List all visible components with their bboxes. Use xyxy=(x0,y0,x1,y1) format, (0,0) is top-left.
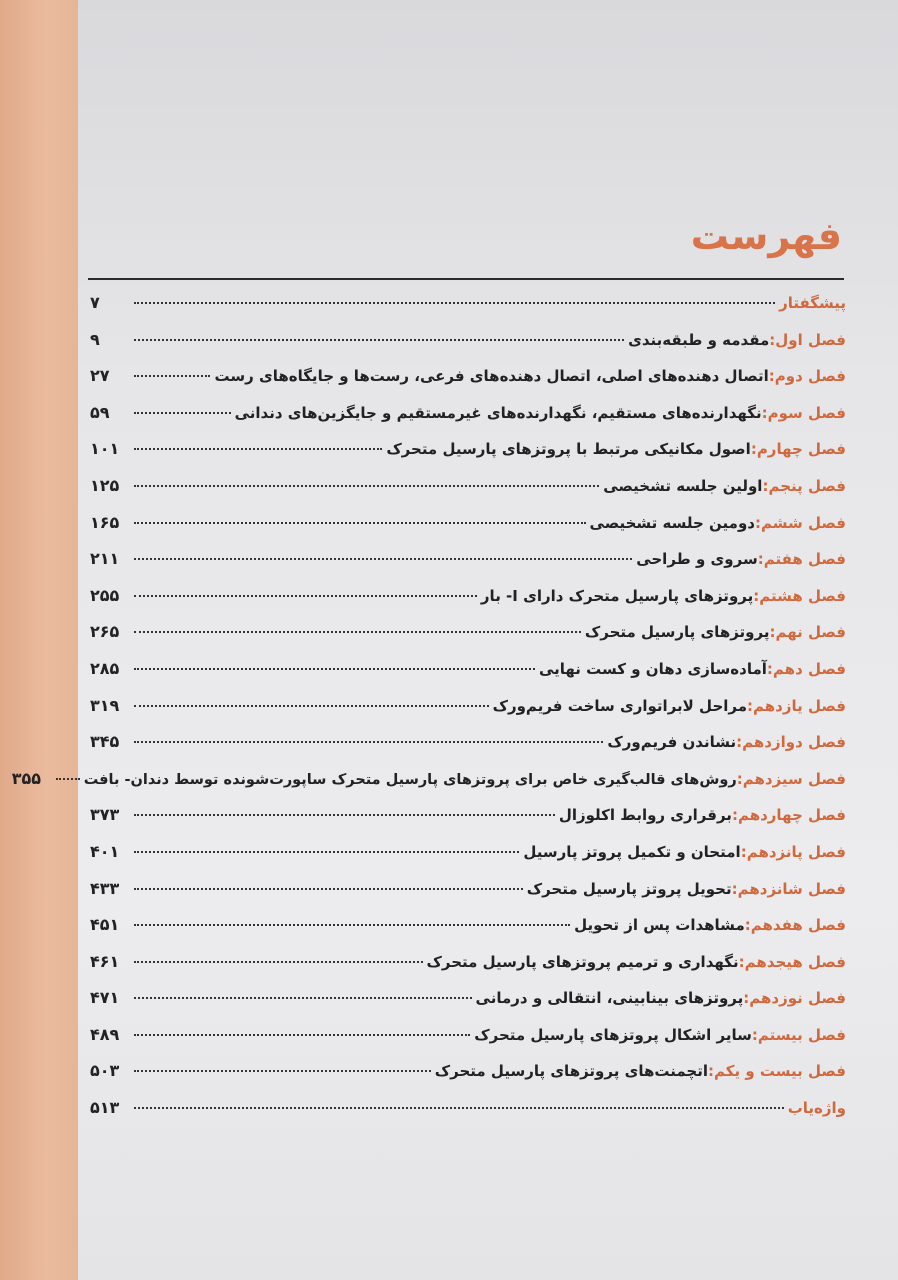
toc-chapter-label: پیشگفتار xyxy=(779,294,846,312)
toc-chapter-label: فصل نوزدهم xyxy=(749,989,846,1008)
toc-chapter-label: فصل دوم xyxy=(774,367,846,386)
toc-title: اتصال دهنده‌های اصلی، اتصال دهنده‌های فرعی، رست‌ها و جایگاه‌های رست xyxy=(214,367,769,386)
toc-dot-leader xyxy=(134,1034,470,1036)
toc-entry xyxy=(90,476,846,513)
toc-title: امتحان و تکمیل پروتز پارسیل xyxy=(523,842,741,861)
toc-dot-leader xyxy=(56,778,80,780)
toc-separator: : xyxy=(744,916,751,935)
toc-entry xyxy=(90,586,846,623)
toc-entry xyxy=(90,1098,846,1135)
toc-dot-leader xyxy=(134,558,632,560)
toc-entry xyxy=(90,659,846,696)
toc-chapter-label: فصل بیستم xyxy=(757,1025,846,1044)
toc-dot-leader xyxy=(134,375,210,377)
toc-page-number: ۴۶۱ xyxy=(90,951,120,971)
toc-title: تحویل پروتز پارسیل متحرک xyxy=(526,879,732,898)
toc-page-number: ۲۷ xyxy=(90,366,110,386)
toc-title: مشاهدات پس از تحویل xyxy=(574,916,745,935)
toc-entry xyxy=(90,952,846,989)
toc-page-number: ۲۵۵ xyxy=(90,585,120,605)
toc-page-number: ۱۲۵ xyxy=(90,475,120,495)
toc-title: پروتزهای پارسیل متحرک xyxy=(584,623,770,642)
toc-entry xyxy=(90,549,846,586)
toc-page-number: ۲۱۱ xyxy=(90,549,120,569)
toc-chapter-label: فصل اول xyxy=(775,330,846,349)
toc-title: برقراری روابط اکلوزال xyxy=(558,806,732,825)
toc-title: پروتزهای بینابینی، انتقالی و درمانی xyxy=(475,989,744,1008)
toc-entry xyxy=(90,622,846,659)
toc-entry xyxy=(11,768,846,806)
toc-separator: : xyxy=(708,1062,714,1081)
toc-separator: : xyxy=(762,476,769,495)
toc-dot-leader xyxy=(134,851,519,853)
toc-entry xyxy=(90,879,846,916)
toc-separator: : xyxy=(731,806,738,825)
toc-entry xyxy=(90,732,846,769)
page-title: فهرست xyxy=(690,214,842,258)
toc-title: اولین جلسه تشخیصی xyxy=(603,476,763,495)
toc-entry xyxy=(90,842,846,879)
toc-chapter-label: فصل بیست و یکم xyxy=(714,1062,846,1081)
toc-chapter-label: فصل هشتم xyxy=(759,586,846,605)
toc-separator: : xyxy=(743,989,750,1008)
toc-dot-leader xyxy=(134,412,231,414)
toc-page-number: ۴۵۱ xyxy=(90,915,120,935)
toc-separator: : xyxy=(761,403,768,422)
toc-chapter-label: فصل پنجم xyxy=(768,476,846,495)
toc-dot-leader xyxy=(134,448,382,450)
toc-dot-leader xyxy=(134,705,489,707)
toc-page-number: ۵۱۳ xyxy=(90,1098,120,1118)
toc-separator: : xyxy=(736,733,743,752)
toc-title: اتچمنت‌های پروتزهای پارسیل متحرک xyxy=(434,1062,708,1081)
toc-page-number: ۱۶۵ xyxy=(90,512,120,532)
toc-separator: : xyxy=(769,623,776,642)
toc-dot-leader xyxy=(134,668,535,670)
toc-dot-leader xyxy=(134,595,477,597)
toc-title: مراحل لابراتواری ساخت فریم‌ورک xyxy=(492,696,748,715)
toc-title: نگهدارنده‌های مستقیم، نگهدارنده‌های غیرمستقیم و جایگزین‌های دندانی xyxy=(234,403,762,422)
toc-entry xyxy=(90,513,846,550)
title-rule xyxy=(88,278,844,280)
toc-entry xyxy=(90,293,846,330)
toc-entry xyxy=(90,403,846,440)
toc-dot-leader xyxy=(134,1107,784,1109)
toc-dot-leader xyxy=(134,741,603,743)
toc-entry xyxy=(90,1061,846,1098)
toc-entry xyxy=(90,915,846,952)
toc-title: روش‌های قالب‌گیری خاص برای پروتزهای پارسیل متحرک ساپورت‌شونده توسط دندان- بافت xyxy=(83,771,737,788)
toc-chapter-label: فصل سوم xyxy=(767,403,846,422)
toc-page-number: ۴۰۱ xyxy=(90,841,120,861)
toc-separator: : xyxy=(738,952,745,971)
toc-chapter-label: فصل هیجدهم xyxy=(744,952,846,971)
toc-separator: : xyxy=(736,769,743,788)
toc-entry xyxy=(90,1025,846,1062)
toc-entry xyxy=(90,330,846,367)
toc-title: نشاندن فریم‌ورک xyxy=(607,733,737,752)
toc-chapter-label: فصل هفتم xyxy=(763,550,846,569)
toc-entry xyxy=(90,439,846,476)
toc-chapter-label: فصل دوازدهم xyxy=(742,733,846,752)
toc-chapter-label: فصل چهارم xyxy=(756,440,846,459)
toc-separator: : xyxy=(769,330,776,349)
toc-separator: : xyxy=(757,550,764,569)
toc-entry xyxy=(90,988,846,1025)
toc-title: اصول مکانیکی مرتبط با پروتزهای پارسیل متحرک xyxy=(386,440,751,459)
toc-page-number: ۷ xyxy=(90,293,100,312)
toc-page-number: ۲۸۵ xyxy=(90,658,120,678)
toc-separator: : xyxy=(731,879,738,898)
toc-separator: : xyxy=(766,659,773,678)
toc-chapter-label: فصل شانزدهم xyxy=(737,879,846,898)
toc-dot-leader xyxy=(134,1070,431,1072)
toc-page-number: ۴۸۹ xyxy=(90,1024,120,1044)
toc-title: آماده‌سازی دهان و کست نهایی xyxy=(538,659,767,678)
toc-page-number: ۳۱۹ xyxy=(90,695,120,715)
toc-dot-leader xyxy=(134,888,523,890)
toc-entry xyxy=(90,805,846,842)
toc-title: نگهداری و ترمیم پروتزهای پارسیل متحرک xyxy=(426,952,739,971)
toc-title: دومین جلسه تشخیصی xyxy=(589,513,755,532)
toc-dot-leader xyxy=(134,485,599,487)
table-of-contents xyxy=(11,293,846,1135)
toc-page-number: ۳۴۵ xyxy=(90,732,120,752)
toc-chapter-label: فصل چهاردهم xyxy=(737,806,846,825)
book-spine-edge xyxy=(0,0,78,1280)
toc-page-number: ۴۳۳ xyxy=(90,878,120,898)
toc-separator: : xyxy=(740,842,747,861)
toc-page-number: ۴۷۱ xyxy=(90,988,120,1008)
toc-dot-leader xyxy=(134,997,472,999)
toc-title: مقدمه و طبقه‌بندی xyxy=(628,330,770,349)
toc-chapter-label: فصل یازدهم xyxy=(753,696,846,715)
toc-page-number: ۱۰۱ xyxy=(90,439,120,459)
toc-chapter-label: واژه‌یاب xyxy=(787,1099,846,1118)
toc-title: سروی و طراحی xyxy=(636,550,758,569)
toc-page-number: ۵۹ xyxy=(90,402,110,422)
toc-page-number: ۳۵۵ xyxy=(11,768,41,788)
toc-chapter-label: فصل نهم xyxy=(775,623,846,642)
toc-chapter-label: فصل ششم xyxy=(761,513,846,532)
toc-entry xyxy=(90,696,846,733)
toc-title: سایر اشکال پروتزهای پارسیل متحرک xyxy=(474,1025,752,1044)
toc-dot-leader xyxy=(134,339,624,341)
toc-chapter-label: فصل پانزدهم xyxy=(746,842,846,861)
toc-separator: : xyxy=(750,440,757,459)
toc-page-number: ۲۶۵ xyxy=(90,622,120,642)
toc-dot-leader xyxy=(134,924,570,926)
toc-page-number: ۳۷۳ xyxy=(90,805,120,825)
toc-chapter-label: فصل هفدهم xyxy=(750,916,846,935)
toc-separator: : xyxy=(751,1025,758,1044)
toc-title: پروتزهای پارسیل متحرک دارای I- بار xyxy=(480,586,754,605)
toc-dot-leader xyxy=(134,814,555,816)
toc-chapter-label: فصل دهم xyxy=(772,659,846,678)
toc-dot-leader xyxy=(134,522,586,524)
toc-separator: : xyxy=(753,586,760,605)
toc-chapter-label: فصل سیزدهم xyxy=(742,769,846,788)
toc-separator: : xyxy=(755,513,761,532)
toc-separator: : xyxy=(768,367,775,386)
toc-separator: : xyxy=(747,696,754,715)
toc-dot-leader xyxy=(134,302,775,304)
toc-page-number: ۹ xyxy=(90,329,100,349)
toc-dot-leader xyxy=(134,961,423,963)
toc-entry xyxy=(90,366,846,403)
toc-page-number: ۵۰۳ xyxy=(90,1061,120,1081)
toc-dot-leader xyxy=(134,631,581,633)
